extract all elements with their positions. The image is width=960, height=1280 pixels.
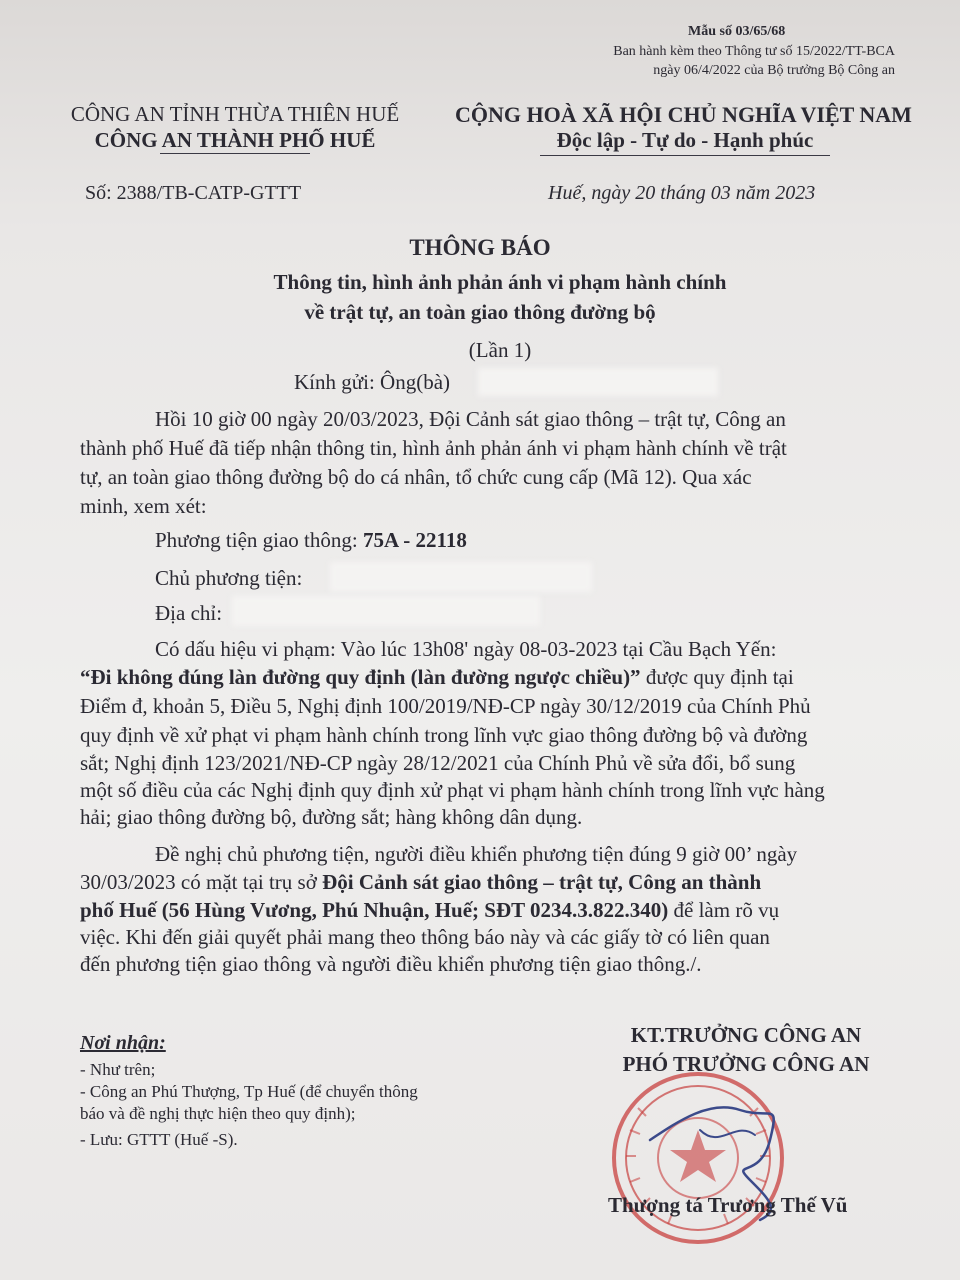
agency-name: CÔNG AN THÀNH PHỐ HUẾ [94, 128, 376, 152]
recipient-item-3: báo và đề nghị thực hiện theo quy định); [80, 1104, 356, 1123]
recipients-title: Nơi nhận: [80, 1032, 166, 1054]
violation-description: “Đi không đúng làn đường quy định (làn đường ngược chiều)” [80, 665, 641, 689]
violation-line-6: một số điều của các Nghị định quy định xử phạt vi phạm hành chính trong lĩnh vực hàng [80, 778, 825, 802]
violation-line-2-rest: được quy định tại [640, 665, 794, 689]
vehicle-plate: 75A - 22118 [362, 528, 467, 552]
agency-underline [160, 153, 310, 154]
vehicle-line [155, 528, 467, 553]
violation-line-1: Có dấu hiệu vi phạm: Vào lúc 13h08' ngày 08-03-2023 tại Cầu Bạch Yến: [155, 637, 777, 661]
intro-line-1: Hồi 10 giờ 00 ngày 20/03/2023, Đội Cảnh sát giao thông – trật tự, Công an [155, 407, 786, 431]
intro-line-4: minh, xem xét: [80, 494, 207, 518]
nation-title: CỘNG HOÀ XÃ HỘI CHỦ NGHĨA VIỆT NAM [455, 102, 912, 127]
recipient-item-4: - Lưu: GTTT (Huế -S). [80, 1130, 238, 1149]
address-label: Địa chỉ: [155, 601, 223, 625]
redacted-owner [330, 562, 592, 592]
request-office-address: phố Huế (56 Hùng Vương, Phú Nhuận, Huế; SĐT 0234.3.822.340) [80, 898, 669, 922]
issued-note-line1: Ban hành kèm theo Thông tư số 15/2022/TT-BCA [613, 44, 895, 59]
violation-line-2 [80, 665, 794, 690]
request-line-5: đến phương tiện giao thông và người điều khiển phương tiện giao thông./. [80, 952, 702, 976]
request-office: Đội Cảnh sát giao thông – trật tự, Công an thành [322, 870, 762, 894]
recipient-item-1: - Như trên; [80, 1060, 156, 1079]
vehicle-label: Phương tiện giao thông: [155, 528, 363, 552]
request-line-2 [80, 870, 761, 895]
intro-line-2: thành phố Huế đã tiếp nhận thông tin, hình ảnh phản ánh vi phạm hành chính về trật [80, 436, 787, 460]
salutation: Kính gửi: Ông(bà) [294, 370, 451, 394]
intro-line-3: tự, an toàn giao thông đường bộ do cá nhân, tổ chức cung cấp (Mã 12). Qua xác [80, 465, 752, 489]
issued-note [585, 42, 895, 80]
recipient-item-2: - Công an Phú Thượng, Tp Huế (để chuyển thông [80, 1082, 418, 1101]
violation-line-4: quy định về xử phạt vi phạm hành chính trong lĩnh vực giao thông đường bộ và đường [80, 723, 808, 747]
request-line-1: Đề nghị chủ phương tiện, người điều khiển phương tiện đúng 9 giờ 00’ ngày [155, 842, 798, 866]
request-line-3 [80, 898, 779, 923]
signature-title-2: PHÓ TRƯỞNG CÔNG AN [622, 1052, 870, 1076]
violation-line-3: Điểm đ, khoản 5, Điều 5, Nghị định 100/2019/NĐ-CP ngày 30/12/2019 của Chính Phủ [80, 694, 811, 718]
request-line-3-plain: để làm rõ vụ [668, 898, 780, 922]
signer-name: Thượng tá Trương Thế Vũ [608, 1193, 848, 1217]
occurrence-number: (Lần 1) [468, 338, 532, 362]
document-subtitle-2: về trật tự, an toàn giao thông đường bộ [304, 300, 656, 324]
document-subtitle-1: Thông tin, hình ảnh phản ánh vi phạm hành chính [273, 270, 727, 294]
redacted-recipient-name [478, 368, 718, 396]
nation-motto: Độc lập - Tự do - Hạnh phúc [556, 128, 814, 152]
request-line-4: việc. Khi đến giải quyết phải mang theo thông báo này và các giấy tờ có liên quan [80, 925, 770, 949]
violation-line-7: hải; giao thông đường bộ, đường sắt; hàng không dân dụng. [80, 805, 583, 829]
document-title: THÔNG BÁO [409, 235, 551, 260]
document-number: Số: 2388/TB-CATP-GTTT [85, 182, 302, 204]
owner-label: Chủ phương tiện: [155, 566, 303, 590]
motto-underline [540, 155, 830, 156]
request-line-2-plain: 30/03/2023 có mặt tại trụ sở [80, 870, 323, 894]
redacted-address [232, 596, 540, 626]
issued-note-line2: ngày 06/4/2022 của Bộ trưởng Bộ Công an [653, 63, 895, 78]
signature-title-1: KT.TRƯỞNG CÔNG AN [630, 1023, 862, 1047]
form-code: Mẫu số 03/65/68 [688, 24, 786, 39]
place-date: Huế, ngày 20 tháng 03 năm 2023 [548, 182, 816, 204]
violation-line-5: sắt; Nghị định 123/2021/NĐ-CP ngày 28/12/2021 của Chính Phủ về sửa đổi, bổ sung [80, 751, 796, 775]
agency-parent: CÔNG AN TỈNH THỪA THIÊN HUẾ [70, 102, 400, 126]
